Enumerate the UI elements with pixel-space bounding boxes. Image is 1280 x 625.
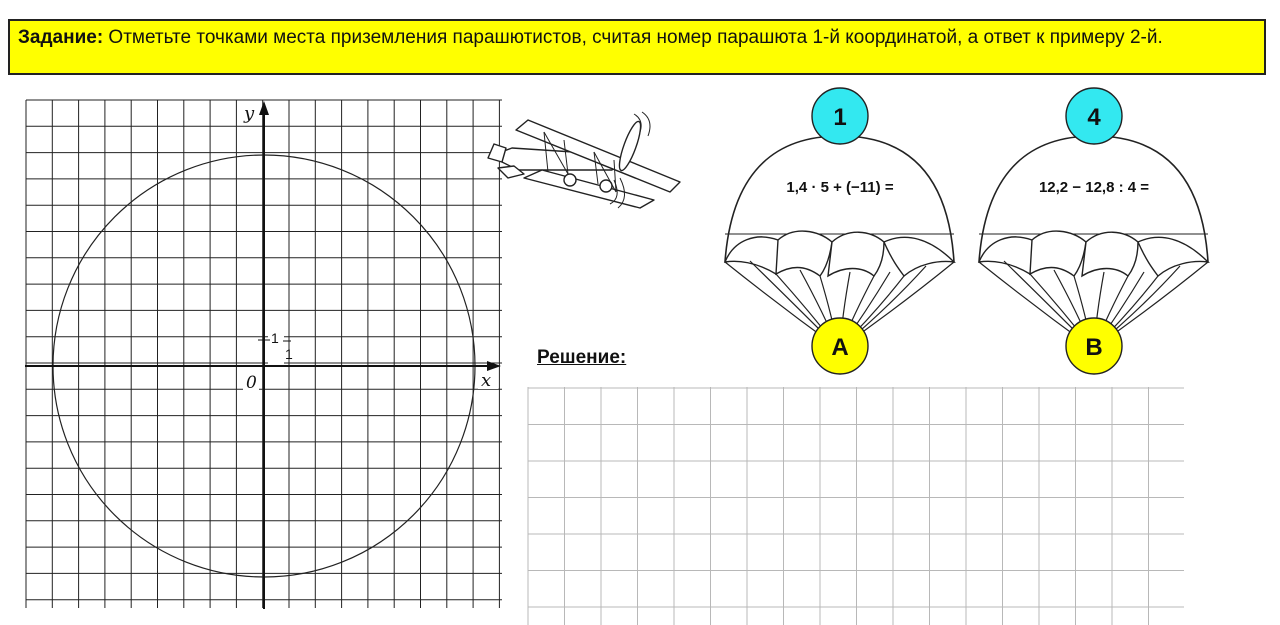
parachute-expression: 1,4 · 5 + (−11) = [786, 179, 894, 196]
solution-label: Решение: [537, 347, 627, 368]
parachute-1 [720, 86, 960, 378]
biplane-illustration [484, 108, 689, 218]
y-axis-label: y [244, 103, 255, 124]
coordinate-grid [25, 99, 503, 609]
x-unit-label: 1 [285, 346, 293, 362]
task-text: Отметьте точками места приземления парашютистов, считая номер парашюта 1-й координатой, а ответ к примеру 2-й. [103, 27, 1163, 48]
task-label: Задание: [18, 27, 104, 48]
parachute-number: 4 [1087, 104, 1101, 131]
task-banner [8, 19, 1266, 75]
parachute-expression: 12,2 − 12,8 : 4 = [1038, 179, 1150, 196]
parachute-number: 1 [833, 104, 847, 131]
origin-label: 0 [246, 373, 257, 393]
parachute-letter: A [831, 334, 849, 361]
parachute-2 [974, 86, 1214, 378]
solution-work-grid[interactable] [527, 387, 1185, 625]
y-axis-arrow [259, 101, 269, 115]
x-axis-label: x [481, 370, 492, 391]
y-unit-label: 1 [271, 330, 279, 346]
parachute-letter: B [1085, 334, 1103, 361]
